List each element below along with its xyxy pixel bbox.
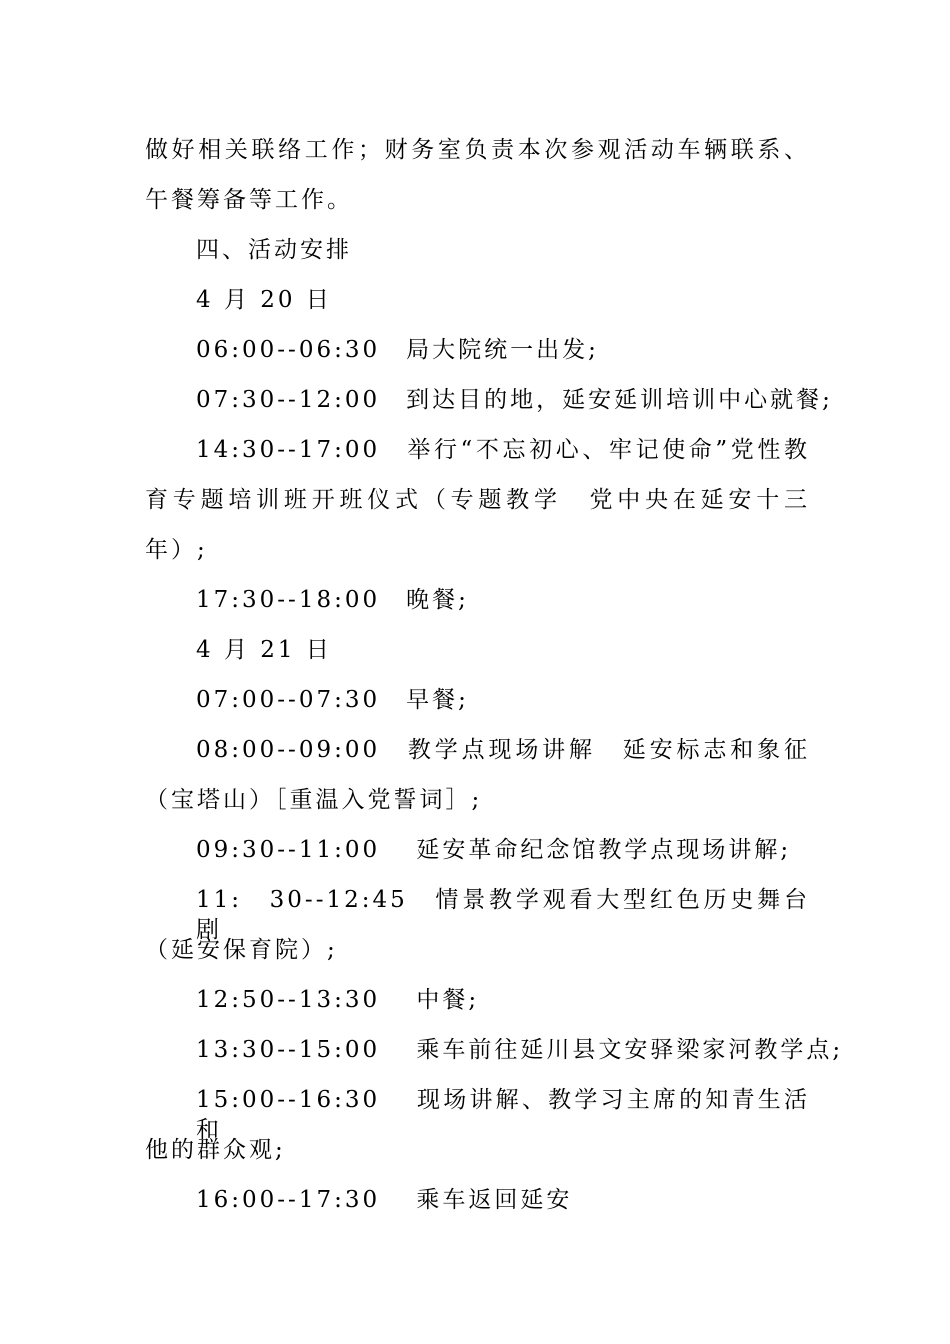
schedule-item-continuation: 年）; bbox=[145, 537, 208, 563]
paragraph-line: 午餐筹备等工作。 bbox=[145, 187, 353, 213]
date-heading: 4 月 20 日 bbox=[196, 287, 332, 313]
schedule-item: 16:00--17:30 乘车返回延安 bbox=[196, 1187, 573, 1213]
schedule-item: 11: 30--12:45 情景教学观看大型红色历史舞台剧 bbox=[196, 887, 810, 943]
schedule-item-continuation: （宝塔山）［重温入党誓词］; bbox=[145, 787, 483, 813]
section-heading: 四、活动安排 bbox=[196, 237, 352, 263]
schedule-item: 14:30--17:00 举行“不忘初心、牢记使命”党性教 bbox=[196, 437, 810, 463]
schedule-item: 13:30--15:00 乘车前往延川县文安驿梁家河教学点; bbox=[196, 1037, 844, 1063]
schedule-item: 09:30--11:00 延安革命纪念馆教学点现场讲解; bbox=[196, 837, 792, 863]
schedule-item-continuation: 他的群众观; bbox=[145, 1137, 286, 1163]
schedule-item: 12:50--13:30 中餐; bbox=[196, 987, 480, 1013]
schedule-item-continuation: 育专题培训班开班仪式（专题教学 党中央在延安十三 bbox=[145, 487, 810, 513]
date-heading: 4 月 21 日 bbox=[196, 637, 332, 663]
schedule-item: 15:00--16:30 现场讲解、教学习主席的知青生活和 bbox=[196, 1087, 810, 1143]
paragraph-line: 做好相关联络工作；财务室负责本次参观活动车辆联系、 bbox=[145, 137, 810, 163]
schedule-item: 07:30--12:00 到达目的地，延安延训培训中心就餐; bbox=[196, 387, 833, 413]
schedule-item-continuation: （延安保育院）; bbox=[145, 937, 338, 963]
schedule-item: 17:30--18:00 晚餐; bbox=[196, 587, 469, 613]
schedule-item: 08:00--09:00 教学点现场讲解 延安标志和象征 bbox=[196, 737, 810, 763]
schedule-item: 06:00--06:30 局大院统一出发; bbox=[196, 337, 599, 363]
schedule-item: 07:00--07:30 早餐; bbox=[196, 687, 469, 713]
